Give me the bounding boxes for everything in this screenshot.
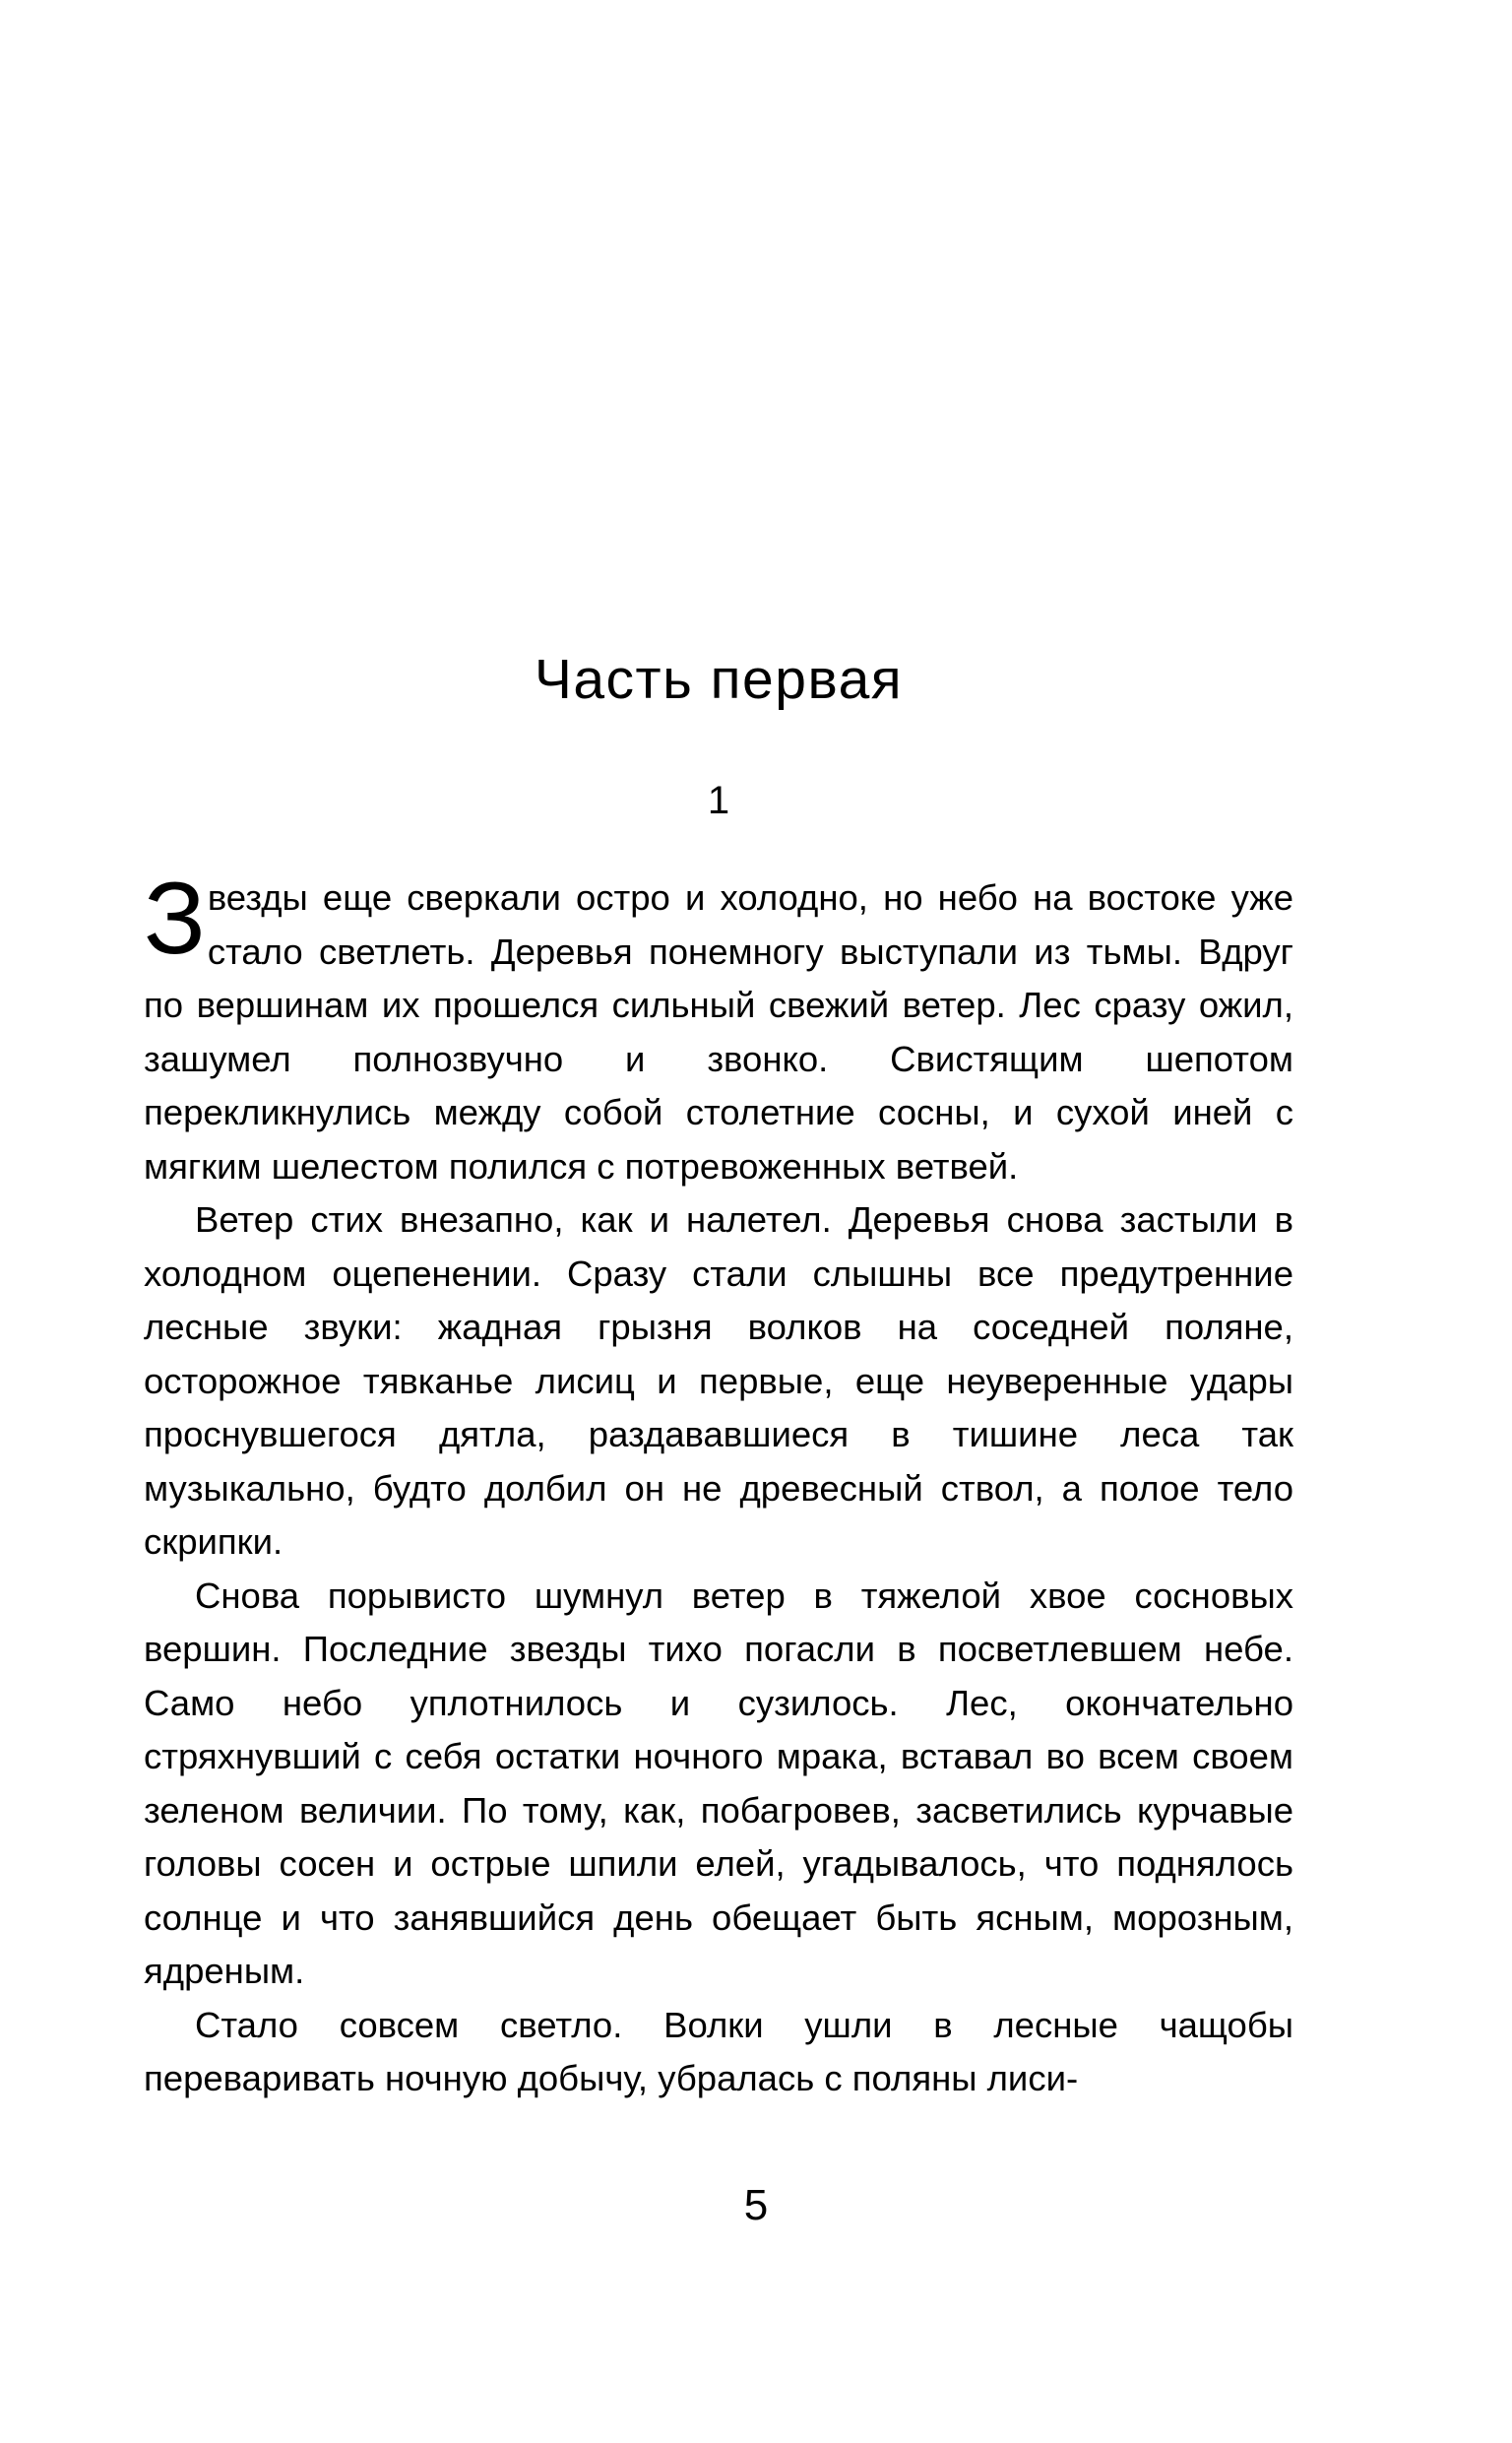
paragraph <box>144 862 1293 1193</box>
page-content-column <box>144 0 1293 2106</box>
body-text <box>144 820 1293 2106</box>
chapter-number: 1 <box>707 779 730 822</box>
paragraph <box>144 1193 1293 1570</box>
paragraph-text: везды еще сверкали остро и холодно, но небо на востоке уже стало светлеть. Деревья понемногу выступали из тьмы. Вдруг по вершинам их прошелся сильный свежий ветер. Лес сразу ожил, зашумел полнозвучно и звонко. Свистящим шепотом перекликнулись между собой столетние сосны, и сухой иней с мягким шелестом полился с потревоженных ветвей. <box>144 877 1293 1187</box>
drop-cap: З <box>144 862 206 976</box>
paragraph-text: Снова порывисто шумнул ветер в тяжелой хвое сосновых вершин. Последние звезды тихо погасли в посветлевшем небе. Само небо уплотнилось и сузилось. Лес, окончательно стряхнувший с себя остатки ночного мрака, вставал во всем своем зеленом величии. По тому, как, побагровев, засветились курчавые головы сосен и острые шпили елей, угадывалось, что поднялось солнце и что занявшийся день обещает быть ясным, морозным, ядреным. <box>144 1575 1293 1991</box>
paragraph-text: Ветер стих внезапно, как и налетел. Деревья снова застыли в холодном оцепенении. Сразу стали слышны все предутренние лесные звуки: жадная грызня волков на соседней поляне, осторожное тявканье лисиц и первые, еще неуверенные удары проснувшегося дятла, раздававшиеся в тишине леса так музыкально, будто долбил он не древесный ствол, а полое тело скрипки. <box>144 1199 1293 1562</box>
page-number: 5 <box>743 2181 769 2229</box>
paragraph <box>144 1570 1293 1999</box>
page-title: Часть первая <box>534 648 904 711</box>
paragraph <box>144 1999 1293 2106</box>
paragraph-text: Стало совсем светло. Волки ушли в лесные чащобы переваривать ночную добычу, убралась с поляны лиси- <box>144 2004 1293 2098</box>
